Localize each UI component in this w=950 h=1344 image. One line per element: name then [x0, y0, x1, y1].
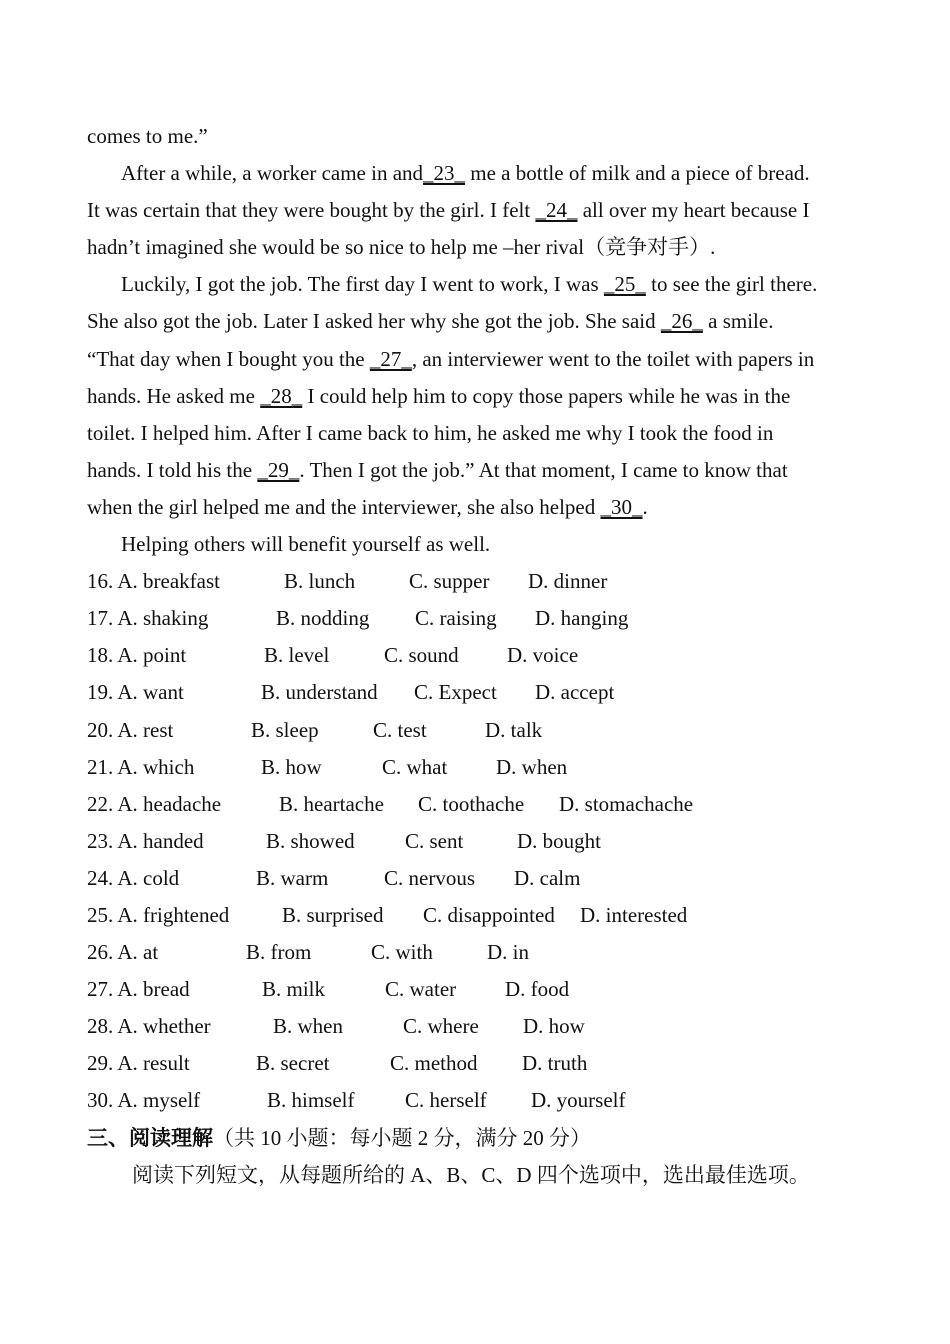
- option-b: B. understand: [261, 680, 378, 705]
- option-c: C. supper: [409, 569, 490, 594]
- question-24-options: [87, 860, 877, 897]
- option-a: 17. A. shaking: [87, 606, 209, 631]
- passage-text: me a bottle of milk and a piece of bread.: [465, 161, 810, 186]
- option-d: D. yourself: [531, 1088, 626, 1113]
- passage-line: [87, 266, 877, 303]
- option-c: C. where: [403, 1014, 479, 1039]
- blank-29: _29_: [257, 457, 300, 482]
- option-d: D. hanging: [535, 606, 629, 631]
- passage-line: [87, 118, 877, 155]
- blank-23: _23_: [423, 161, 466, 186]
- passage-text: . Then I got the job.” At that moment, I came to know that: [299, 457, 788, 482]
- passage-line: [87, 341, 877, 378]
- option-d: D. how: [523, 1014, 585, 1039]
- passage-text: Luckily, I got the job. The first day I went to work, I was: [121, 272, 604, 297]
- question-23-options: [87, 823, 877, 860]
- option-c: C. herself: [405, 1088, 487, 1113]
- question-18-options: [87, 637, 877, 674]
- option-b: B. warm: [256, 865, 329, 890]
- question-16-options: [87, 563, 877, 600]
- option-b: B. when: [273, 1014, 343, 1039]
- option-b: B. lunch: [284, 569, 356, 594]
- option-a: 21. A. which: [87, 754, 195, 779]
- option-b: B. showed: [266, 828, 355, 853]
- option-a: 16. A. breakfast: [87, 569, 220, 594]
- option-b: B. nodding: [276, 606, 370, 631]
- option-d: D. talk: [485, 717, 543, 742]
- option-c: C. Expect: [414, 680, 497, 705]
- option-c: C. with: [371, 940, 433, 965]
- option-d: D. truth: [522, 1051, 588, 1076]
- exam-page: [87, 118, 877, 1194]
- passage-text: comes to me.”: [87, 124, 208, 148]
- option-c: C. water: [385, 977, 457, 1002]
- passage-text: “That day when I bought you the: [87, 346, 370, 371]
- option-a: 25. A. frightened: [87, 902, 230, 927]
- option-d: D. voice: [507, 643, 579, 668]
- passage-text: hands. I told his the: [87, 457, 258, 482]
- option-a: 20. A. rest: [87, 717, 174, 742]
- passage-line: [87, 378, 877, 415]
- option-d: D. in: [487, 940, 529, 965]
- option-a: 27. A. bread: [87, 977, 190, 1002]
- option-d: D. bought: [517, 828, 601, 853]
- passage-text: hadn’t imagined she would be so nice to help me –her rival（竞争对手）.: [87, 235, 716, 260]
- option-d: D. calm: [514, 865, 581, 890]
- passage-text: After a while, a worker came in and: [121, 161, 424, 186]
- option-d: D. stomachache: [559, 791, 694, 816]
- option-b: B. level: [264, 643, 330, 668]
- passage-line: [87, 452, 877, 489]
- option-d: D. dinner: [528, 569, 608, 594]
- question-20-options: [87, 712, 877, 749]
- passage-text: She also got the job. Later I asked her why she got the job. She said: [87, 309, 661, 334]
- option-a: 22. A. headache: [87, 791, 222, 816]
- passage-line: [87, 192, 877, 229]
- passage-text: It was certain that they were bought by the girl. I felt: [87, 198, 536, 223]
- option-c: C. what: [382, 754, 448, 779]
- passage-text: , an interviewer went to the toilet with papers in: [411, 346, 815, 371]
- option-b: B. from: [246, 940, 312, 965]
- passage-text: hands. He asked me: [87, 383, 261, 408]
- option-b: B. sleep: [251, 717, 319, 742]
- question-22-options: [87, 786, 877, 823]
- passage-line: [87, 526, 877, 563]
- passage-line: [87, 303, 877, 340]
- instruction-text: 阅读下列短文，从每题所给的 A、B、C、D 四个选项中，选出最佳选项。: [132, 1162, 810, 1187]
- option-d: D. food: [505, 977, 570, 1002]
- question-19-options: [87, 674, 877, 711]
- option-c: C. toothache: [418, 791, 525, 816]
- question-17-options: [87, 600, 877, 637]
- blank-26: _26_: [660, 309, 703, 334]
- option-b: B. secret: [256, 1051, 330, 1076]
- option-c: C. disappointed: [423, 902, 555, 927]
- blank-25: _25_: [603, 272, 646, 297]
- option-c: C. test: [373, 717, 427, 742]
- option-c: C. sound: [384, 643, 459, 668]
- passage-text: I could help him to copy those papers while he was in the: [302, 383, 791, 408]
- section-heading: [87, 1120, 877, 1157]
- passage-text: toilet. I helped him. After I came back to him, he asked me why I took the food in: [87, 420, 774, 445]
- passage-text: when the girl helped me and the interviewer, she also helped: [87, 494, 601, 519]
- option-c: C. method: [390, 1051, 478, 1076]
- option-c: C. raising: [415, 606, 497, 631]
- option-b: B. surprised: [282, 902, 384, 927]
- blank-30: _30_: [600, 494, 643, 519]
- option-b: B. himself: [267, 1088, 355, 1113]
- question-30-options: [87, 1082, 877, 1119]
- option-d: D. when: [496, 754, 568, 779]
- option-c: C. nervous: [384, 865, 475, 890]
- blank-27: _27_: [369, 346, 412, 371]
- passage-text: to see the girl there.: [645, 272, 818, 297]
- question-27-options: [87, 971, 877, 1008]
- blank-24: _24_: [535, 198, 578, 223]
- question-29-options: [87, 1045, 877, 1082]
- option-a: 30. A. myself: [87, 1088, 201, 1113]
- passage-text: Helping others will benefit yourself as well.: [121, 532, 491, 557]
- option-d: D. accept: [535, 680, 615, 705]
- option-a: 28. A. whether: [87, 1014, 211, 1039]
- section-title: 三、阅读理解: [87, 1125, 213, 1150]
- option-a: 18. A. point: [87, 643, 187, 668]
- passage-line: [87, 415, 877, 452]
- option-a: 23. A. handed: [87, 828, 204, 853]
- option-a: 24. A. cold: [87, 865, 180, 890]
- option-a: 19. A. want: [87, 680, 184, 705]
- passage-text: .: [642, 494, 648, 519]
- option-d: D. interested: [580, 902, 688, 927]
- section-instruction: [87, 1157, 877, 1194]
- option-b: B. how: [261, 754, 322, 779]
- section-note: （共 10 小题：每小题 2 分，满分 20 分）: [213, 1125, 591, 1150]
- option-a: 26. A. at: [87, 940, 159, 965]
- option-a: 29. A. result: [87, 1051, 190, 1076]
- passage-text: all over my heart because I: [577, 198, 810, 223]
- passage-line: [87, 155, 877, 192]
- blank-28: _28_: [260, 383, 303, 408]
- question-26-options: [87, 934, 877, 971]
- passage-text: a smile.: [702, 309, 774, 334]
- question-21-options: [87, 749, 877, 786]
- option-b: B. heartache: [279, 791, 384, 816]
- option-b: B. milk: [262, 977, 326, 1002]
- question-25-options: [87, 897, 877, 934]
- option-c: C. sent: [405, 828, 464, 853]
- question-28-options: [87, 1008, 877, 1045]
- passage-line: [87, 229, 877, 266]
- passage-line: [87, 489, 877, 526]
